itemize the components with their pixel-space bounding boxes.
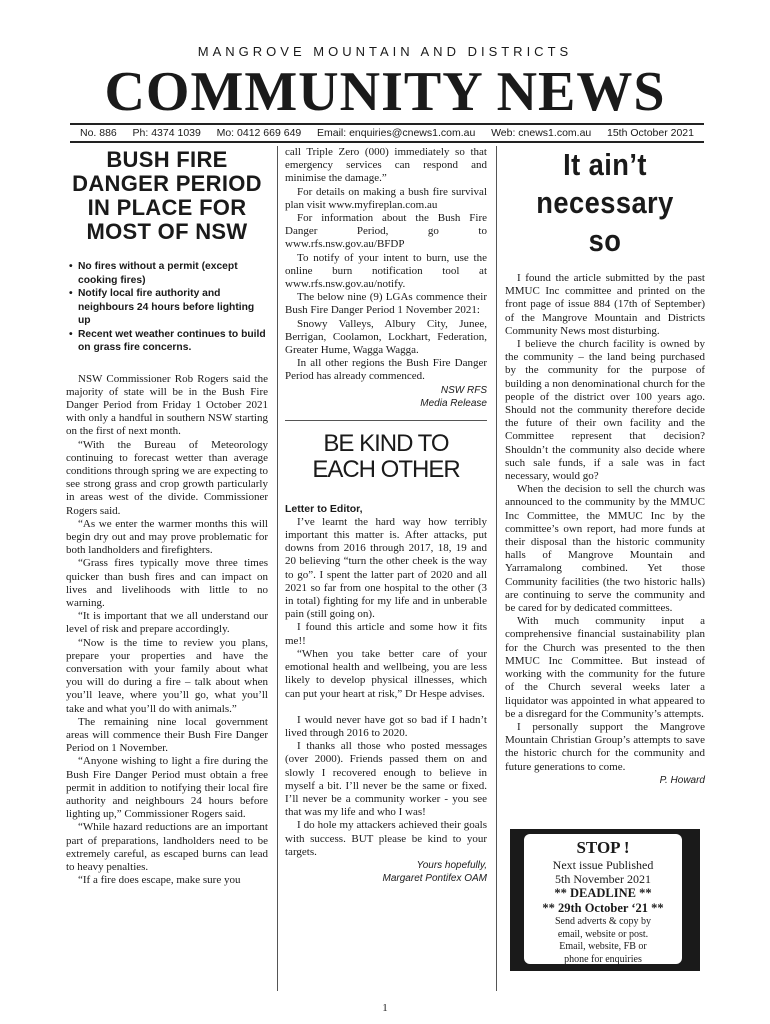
email-address: Email: enquiries@cnews1.com.au [317,127,476,139]
masthead-subtitle: MANGROVE MOUNTAIN AND DISTRICTS [197,44,573,59]
letter-signature: Yours hopefully, [416,859,487,871]
article-paragraph: “With the Bureau of Meteorology continuing to forecast wetter than average conditions through spring we are expecting to see strong grass and crop growth particularly in areas west of the divide. Commissioner Rogers said. [66,438,268,517]
rfs-signature: NSW RFS [440,384,487,396]
article-paragraph: In all other regions the Bush Fire Danger Period has already commenced. [285,357,487,383]
article-paragraph: For details on making a bush fire survival plan visit www.myfireplan.com.au [285,185,487,211]
article-paragraph: The below nine (9) LGAs commence their Bush Fire Danger Period 1 November 2021: [285,291,487,317]
article-paragraph: With much community input a comprehensive financial sustainability plan for the Church was presented to the then MMUC Inc Committee. But instead of working with the community for the future of the Church several weeks later a liquidator was appointed in what appeared to be a disregard for the Community’s attempts. [505,615,705,720]
bushfire-headline-line: BUSH FIRE [106,147,228,172]
issue-date: 15th October 2021 [607,127,694,139]
letter-heading: Letter to Editor, [285,502,363,515]
kind-headline-line: EACH OTHER [312,455,460,483]
column-divider-2 [496,146,497,991]
kind-headline-line: BE KIND TO [323,429,449,457]
bullet-item: • No fires without a permit (except cooking fires) [66,260,268,287]
letter-paragraph: I thanks all those who posted messages (over 2000). Friends passed them on and slowly I recovered enough to believe in myself a bit. I’ll never be the same or fixed. I’ll never be a community worker - you see that was my life and who I was! [285,740,487,819]
article-paragraph: When the decision to sell the church was announced to the community by the MMUC Inc Committee, the MMUC Inc by the committee’s own report, had more funds at their disposal than the historic community halls of Mangrove Mountain and Yarramalong combined. Yet those Community facilities (the two historic halls) are continuing to serve the community and be cared for by dedicated committees. [505,483,705,615]
article-paragraph: “As we enter the warmer months this will begin dry out and may prove problematic for both landholders and firefighters. [66,517,268,557]
article-paragraph: The remaining nine local government areas will commence their Bush Fire Danger Period on 1 November. [66,715,268,755]
kind-headline [285,431,487,483]
bushfire-article [66,146,268,887]
stop-line: Next issue Published [552,858,654,872]
article-paragraph: I believe the church facility is owned by the community – the land being purchased by the community for the purpose of building a non denominational church for the people of the district over 100 years ago. Should not the community therefore decide the future of their own facility and the Committee represent that decision? Shouldn’t the community also decide where such sale funds, if a sale was in fact necessary, would go? [505,338,705,483]
stop-line: email, website or post. [557,928,649,940]
bushfire-headline-line: MOST OF NSW [86,219,248,244]
article-paragraph: call Triple Zero (000) immediately so that emergency services can respond and minimise the damage.” [285,146,487,185]
article-paragraph: For information about the Bush Fire Danger Period, go to www.rfs.nsw.gov.au/BFDP [285,212,487,251]
stop-line: Email, website, FB or [559,941,647,952]
bushfire-headline-line: DANGER PERIOD [72,171,262,196]
bullet-item: • Recent wet weather continues to build on grass fire concerns. [66,328,268,355]
bushfire-bullets [66,260,268,355]
article-paragraph: “Anyone wishing to light a fire during the Bush Fire Danger Period must obtain a free permit in addition to notifying their local fire authority and neighbours 24 hours before lighting up,” Commissioner Rogers said. [66,755,268,821]
letter-paragraph: I would never have got so bad if I hadn’t lived through 2016 to 2020. [285,713,487,739]
article-paragraph: To notify of your intent to burn, use the online burn notification tool at www.rfs.nsw.gov.au/notify. [285,251,487,291]
aint-headline-line: necessary so [536,185,674,258]
deadline-notice-panel [524,834,682,964]
stop-line: Send adverts & copy by [554,916,652,927]
rfs-signature-line: Media Release [420,397,487,409]
aint-signature: P. Howard [659,774,705,786]
bushfire-headline-line: IN PLACE FOR [87,195,247,220]
aint-article [505,146,705,787]
mobile-number: Mo: 0412 669 649 [216,127,302,139]
article-paragraph: I found the article submitted by the past MMUC Inc committee and printed on the front page of issue 884 (17th of September) of the Mangrove Mountain and Districts Community News most disturbing. [505,272,705,337]
aint-headline [517,146,693,260]
phone-number: Ph: 4374 1039 [132,127,201,139]
info-bar [70,123,704,143]
article-paragraph: “Grass fires typically move three times quicker than bush fires and can impact on lives and livelihoods with little to no warning. [66,557,268,609]
article-paragraph: Snowy Valleys, Albury City, Junee, Berrigan, Coolamon, Lockhart, Federation, Greater Hume, Wagga Wagga. [285,317,487,357]
stop-title: STOP ! [576,838,630,857]
middle-column [285,146,487,885]
article-paragraph: “If a fire does escape, make sure you [78,874,241,887]
stop-line: 5th November 2021 [555,872,651,886]
stop-deadline: ** DEADLINE ** [554,886,652,900]
deadline-notice [510,829,700,971]
letter-paragraph: I’ve learnt the hard way how terribly important this matter is. After attacks, put downs from 2016 through 2017, 18, 19 and 20 believing “turn the other cheek is the way to go”. I spent the latter part of 2020 and all 2021 so far from one hospital to the other (3 in total) fighting for my life and in unberable pain (still going on). [285,515,487,621]
letter-paragraph: I found this article and some how it fits me!! [285,621,487,647]
section-divider [285,420,487,421]
bullet-item: • Notify local fire authority and neighbours 24 hours before lighting up [66,287,268,328]
letter-paragraph: “When you take better care of your emotional health and wellbeing, you are less likely to develop physical illnesses, which can put your heart at risk,” Dr Hespe advises. [285,647,487,700]
article-paragraph: “Now is the time to review you plans, prepare your properties and have the conversation with your family about what you will do during a fire – talk about when you’ll leave, where you’ll go, what you’ll take and what you’ll do with animals.” [66,636,268,715]
article-paragraph: “It is important that we all understand our level of risk and prepare accordingly. [66,610,268,636]
letter-paragraph: I do hole my attackers achieved their goals with success. BUT please be kind to your targets. [285,819,487,858]
column-divider-1 [277,146,278,991]
website: Web: cnews1.com.au [491,127,592,139]
article-paragraph: “While hazard reductions are an important part of preparations, landholders need to be extremely careful, as escaped burns can lead to heavy penalties. [66,821,268,874]
stop-line: phone for enquiries [564,953,642,965]
masthead-title: COMMUNITY NEWS [104,61,666,123]
page-number: 1 [382,1002,388,1014]
letter-author: Margaret Pontifex OAM [382,872,487,884]
article-paragraph: NSW Commissioner Rob Rogers said the majority of state will be in the Bush Fire Danger Period from Friday 1 October 2021 with only a handful in southern NSW starting on the first of next month. [66,372,268,438]
stop-deadline-date: ** 29th October ‘21 ** [542,901,664,915]
issue-number: No. 886 [80,127,117,139]
bushfire-headline [66,148,268,244]
aint-headline-line: It ain’t [563,147,647,182]
article-paragraph: I personally support the Mangrove Mountain Christian Group’s attempts to save the historic church for the community and future generations to come. [505,720,705,773]
